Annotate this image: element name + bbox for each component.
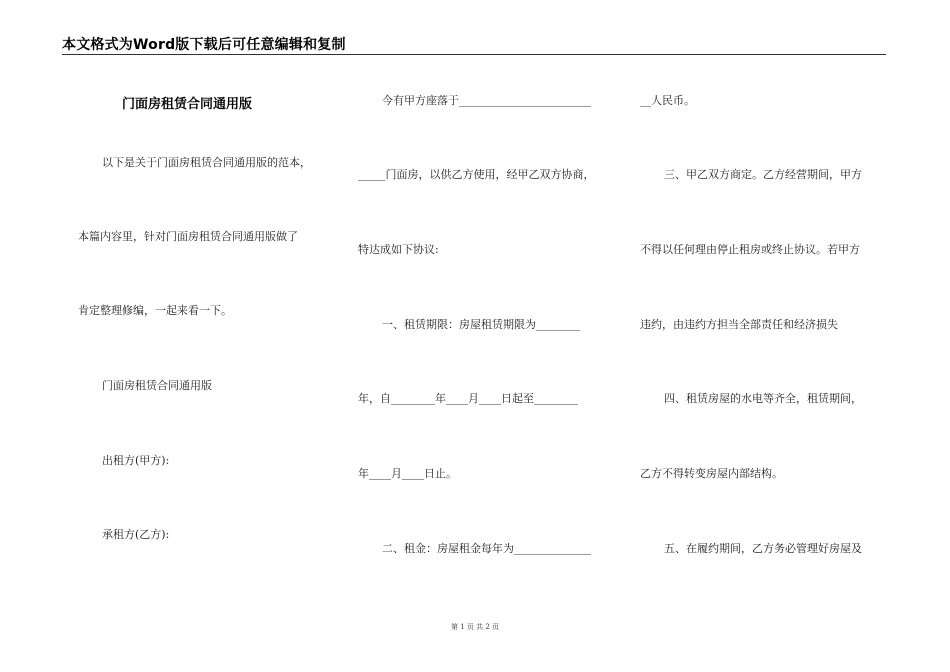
col1-line-2: 本篇内容里，针对门面房租赁合同通用版做了 xyxy=(78,230,298,243)
col1-line-5: 出租方(甲方): xyxy=(102,454,170,467)
col3-line-4: 违约，由违约方担当全部责任和经济损失 xyxy=(640,318,838,331)
document-title: 门面房租赁合同通用版 xyxy=(122,97,253,112)
col2-line-2: _____门面房，以供乙方使用，经甲乙双方协商， xyxy=(358,168,595,181)
col1-line-1: 以下是关于门面房租赁合同通用版的范本， xyxy=(102,156,311,169)
col1-line-6: 承租方(乙方): xyxy=(102,528,170,541)
col3-line-6: 乙方不得转变房屋内部结构。 xyxy=(640,467,783,480)
header-banner: 本文格式为Word版下载后可任意编辑和复制 xyxy=(62,37,346,53)
col2-line-1: 今有甲方座落于________________________ xyxy=(382,94,591,107)
col2-line-4: 一、租赁期限：房屋租赁期限为________ xyxy=(382,318,580,331)
document-header xyxy=(62,34,886,55)
col3-line-7: 五、在履约期间，乙方务必管理好房屋及 xyxy=(664,542,862,555)
col3-line-5: 四、租赁房屋的水电等齐全，租赁期间， xyxy=(664,392,862,405)
col2-line-7: 二、租金：房屋租金每年为______________ xyxy=(382,542,591,555)
col1-line-3: 肯定整理修编，一起来看一下。 xyxy=(78,304,232,317)
col2-line-3: 特达成如下协议: xyxy=(358,243,439,256)
col3-line-2: 三、甲乙双方商定。乙方经营期间，甲方 xyxy=(664,168,862,181)
page-footer: 第 1 页 共 2 页 xyxy=(450,623,500,631)
col1-line-4: 门面房租赁合同通用版 xyxy=(102,379,212,392)
col3-line-3: 不得以任何理由停止租房或终止协议。若甲方 xyxy=(640,243,860,256)
col2-line-6: 年____月____日止。 xyxy=(358,467,457,480)
col3-line-1: __人民币。 xyxy=(640,94,695,107)
col2-line-5: 年，自________年____月____日起至________ xyxy=(358,392,578,405)
